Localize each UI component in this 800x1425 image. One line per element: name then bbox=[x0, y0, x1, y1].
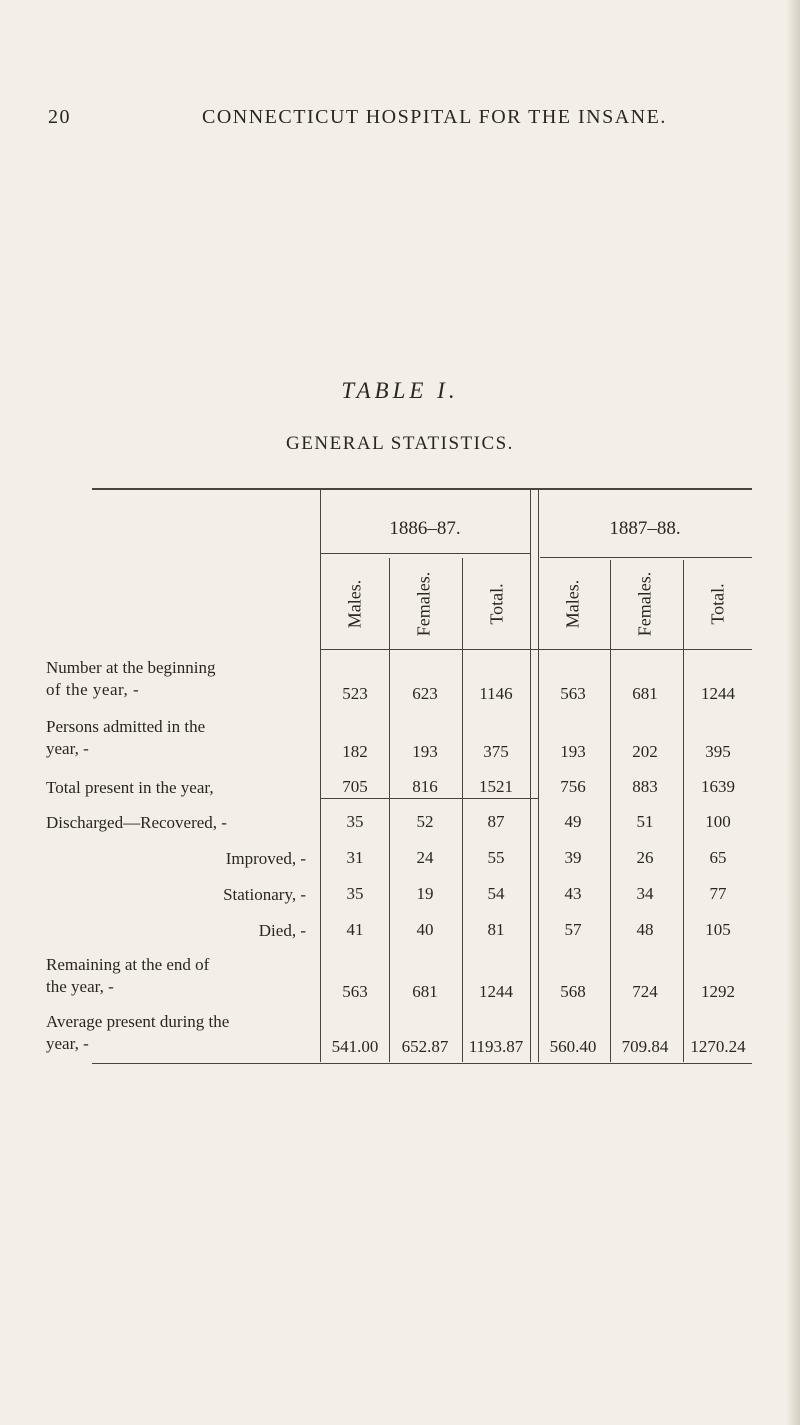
colhead-total-1886: Total. bbox=[486, 583, 507, 625]
cell-r4-c5: 51 bbox=[636, 812, 654, 831]
cell-r3-c3: 1521 bbox=[479, 777, 513, 796]
cell-r2-c4: 193 bbox=[560, 742, 586, 761]
table-vline-males-2-lower bbox=[610, 798, 611, 1062]
row-label-stationary: Stationary, - bbox=[223, 885, 306, 904]
cell-r9-c4: 560.40 bbox=[549, 1037, 597, 1056]
cell-r6-c2: 19 bbox=[416, 884, 434, 903]
table-vline-label-lower bbox=[320, 798, 321, 1062]
cell-r7-c1: 41 bbox=[346, 920, 364, 939]
table-vline-period-sep-a-lower bbox=[530, 798, 531, 1062]
table-vline-males-1-lower bbox=[389, 798, 390, 1062]
cell-r5-c3: 55 bbox=[487, 848, 505, 867]
cell-r9-c6: 1270.24 bbox=[690, 1037, 746, 1056]
row-label-discharged-recovered: Discharged—Recovered, - bbox=[46, 813, 227, 832]
cell-r8-c6: 1292 bbox=[701, 982, 735, 1001]
table-title: TABLE I. bbox=[341, 378, 459, 403]
running-header bbox=[0, 106, 800, 136]
cell-r9-c1: 541.00 bbox=[331, 1037, 379, 1056]
table-vline-period-sep-b-lower bbox=[538, 798, 539, 1062]
cell-r6-c6: 77 bbox=[709, 884, 727, 903]
row-label-total-present: Total present in the year, bbox=[46, 778, 214, 797]
cell-r6-c5: 34 bbox=[636, 884, 654, 903]
cell-r8-c3: 1244 bbox=[479, 982, 513, 1001]
cell-r1-c4: 563 bbox=[560, 684, 586, 703]
period-label-1887: 1887–88. bbox=[609, 518, 681, 539]
period-label-1886: 1886–87. bbox=[389, 518, 461, 539]
cell-r2-c2: 193 bbox=[412, 742, 438, 761]
table-subtitle: GENERAL STATISTICS. bbox=[286, 433, 514, 454]
cell-r2-c5: 202 bbox=[632, 742, 658, 761]
cell-r5-c2: 24 bbox=[416, 848, 434, 867]
cell-r5-c1: 31 bbox=[346, 848, 364, 867]
cell-r5-c5: 26 bbox=[636, 848, 654, 867]
cell-r9-c2: 652.87 bbox=[401, 1037, 449, 1056]
page-number: 20 bbox=[48, 106, 71, 128]
row-label-died: Died, - bbox=[258, 921, 306, 940]
cell-r3-c2: 816 bbox=[412, 777, 438, 796]
cell-r9-c3: 1193.87 bbox=[468, 1037, 524, 1056]
table-bottom-rule bbox=[320, 798, 538, 799]
table-vline-females-2-lower bbox=[683, 798, 684, 1062]
running-title: CONNECTICUT HOSPITAL FOR THE INSANE. bbox=[202, 106, 667, 128]
cell-r6-c1: 35 bbox=[346, 884, 364, 903]
table-vline-females-1-lower bbox=[462, 798, 463, 1062]
cell-r2-c1: 182 bbox=[342, 742, 368, 761]
cell-r7-c3: 81 bbox=[487, 920, 505, 939]
cell-r2-c3: 375 bbox=[483, 742, 509, 761]
cell-r1-c2: 623 bbox=[412, 684, 438, 703]
cell-r4-c2: 52 bbox=[416, 812, 434, 831]
row-label-remaining: Remaining at the end of the year, - bbox=[46, 955, 210, 996]
cell-r1-c1: 523 bbox=[342, 684, 368, 703]
colhead-total-1887: Total. bbox=[707, 583, 728, 625]
colhead-females-1887: Females. bbox=[634, 571, 655, 637]
cell-r4-c3: 87 bbox=[487, 812, 505, 831]
cell-r4-c4: 49 bbox=[564, 812, 582, 831]
page-edge-shadow bbox=[786, 0, 800, 1425]
cell-r6-c3: 54 bbox=[487, 884, 505, 903]
cell-r5-c4: 39 bbox=[564, 848, 582, 867]
cell-r4-c1: 35 bbox=[346, 812, 364, 831]
cell-r3-c1: 705 bbox=[342, 777, 368, 796]
cell-r5-c6: 65 bbox=[709, 848, 727, 867]
cell-r6-c4: 43 bbox=[564, 884, 582, 903]
colhead-males-1886: Males. bbox=[344, 579, 365, 629]
cell-r7-c2: 40 bbox=[416, 920, 434, 939]
cell-r4-c6: 100 bbox=[705, 812, 731, 831]
cell-r9-c5: 709.84 bbox=[621, 1037, 669, 1056]
cell-r2-c6: 395 bbox=[705, 742, 731, 761]
cell-r1-c5: 681 bbox=[632, 684, 658, 703]
row-label-beginning: Number at the beginning of the year, - bbox=[46, 658, 216, 699]
cell-r3-c4: 756 bbox=[560, 777, 586, 796]
cell-r7-c5: 48 bbox=[636, 920, 654, 939]
cell-r7-c4: 57 bbox=[564, 920, 582, 939]
table-top-rule bbox=[92, 488, 752, 490]
cell-r8-c2: 681 bbox=[412, 982, 438, 1001]
cell-r7-c6: 105 bbox=[705, 920, 731, 939]
cell-r8-c4: 568 bbox=[560, 982, 586, 1001]
colhead-females-1886: Females. bbox=[413, 571, 434, 637]
row-label-improved: Improved, - bbox=[225, 849, 306, 868]
cell-r1-c3: 1146 bbox=[479, 684, 513, 703]
cell-r1-c6: 1244 bbox=[701, 684, 735, 703]
cell-r8-c1: 563 bbox=[342, 982, 368, 1001]
cell-r8-c5: 724 bbox=[632, 982, 658, 1001]
table-final-rule bbox=[92, 1063, 752, 1064]
row-label-average: Average present during the year, - bbox=[46, 1012, 230, 1053]
row-label-admitted: Persons admitted in the year, - bbox=[46, 717, 206, 758]
cell-r3-c6: 1639 bbox=[701, 777, 735, 796]
colhead-males-1887: Males. bbox=[562, 579, 583, 629]
cell-r3-c5: 883 bbox=[632, 777, 658, 796]
